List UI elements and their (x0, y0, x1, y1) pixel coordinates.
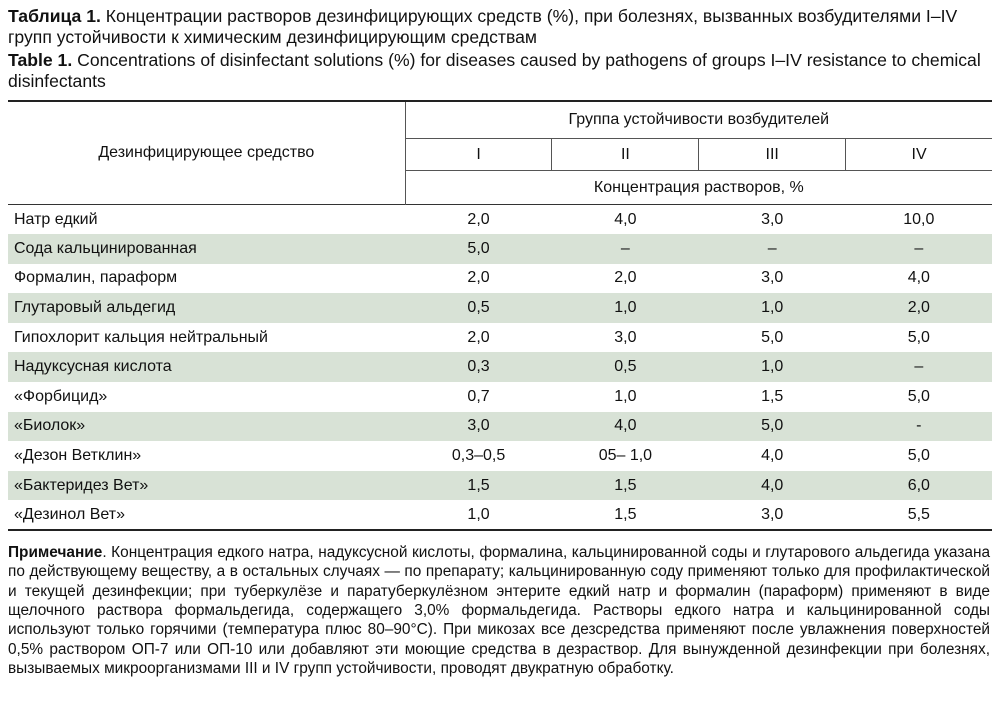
row-name: «Дезон Ветклин» (14, 447, 142, 465)
header-row-group (8, 101, 992, 139)
cell-value: 1,0 (614, 299, 637, 317)
cell-value: - (916, 417, 922, 435)
cell-value: 0,5 (467, 299, 490, 317)
row-name: «Бактеридез Вет» (14, 476, 149, 494)
cell-value: 6,0 (907, 476, 930, 494)
cell-value: 3,0 (467, 417, 490, 435)
table-row (8, 500, 992, 530)
note-text: . Концентрация едкого натра, надуксусной кислоты, формалина, кальцинированной соды и глутарового альдегида указана по действующему веществу, а в остальных случаях — по препарату; кальцинированную соду применяют только для профилактической и текущей дезинфекции; при туберкулёзе и паратуберкулёзном энтерите едкий натр и формалин (параформ) применяют в виде щелочного раствора формальдегида, содержащего 3,0% формальдегида. Растворы едкого натра и кальцинированной соды используют только горячими (температура плюс 80–90°С). При микозах все дезсредства применяют после увлажнения поверхностей 0,5% раствором ОП-7 или ОП-10 или добавляют эти моющие средства в дезраствор. Для вынужденной дезинфекции при болезнях, вызываемых микроорганизмами III и IV групп устойчивости, проводят двукратную обработку. (8, 544, 990, 677)
cell-value: 5,0 (907, 447, 930, 465)
table-row (8, 323, 992, 353)
header-concentration: Концентрация растворов, % (593, 178, 804, 196)
table-row (8, 471, 992, 501)
table-note (8, 543, 990, 678)
cell-value: 10,0 (903, 210, 935, 228)
cell-value: 1,5 (614, 476, 637, 494)
disinfectant-table (8, 100, 992, 531)
cell-value: 4,0 (614, 417, 637, 435)
table-row (8, 205, 992, 235)
table-body (8, 205, 992, 531)
cell-value: 05– 1,0 (598, 447, 653, 465)
cell-value: 0,5 (614, 358, 637, 376)
row-name: Гипохлорит кальция нейтральный (14, 328, 268, 346)
table-row (8, 352, 992, 382)
table-caption-ru (8, 6, 990, 48)
header-group-iii: III (699, 139, 846, 171)
cell-value: 3,0 (761, 210, 784, 228)
caption-en-label: Table 1. (8, 50, 73, 70)
cell-value: 2,0 (467, 328, 490, 346)
cell-value: 1,0 (614, 387, 637, 405)
row-name: «Биолок» (14, 417, 86, 435)
cell-value: 3,0 (761, 269, 784, 287)
cell-value: 2,0 (614, 269, 637, 287)
cell-value: 2,0 (467, 210, 490, 228)
cell-value: – (767, 239, 777, 257)
cell-value: 0,3 (467, 358, 490, 376)
cell-value: 5,5 (907, 505, 930, 523)
cell-value: 1,5 (761, 387, 784, 405)
cell-value: – (914, 358, 924, 376)
cell-value: 1,0 (467, 505, 490, 523)
cell-value: 1,0 (761, 299, 784, 317)
row-name: Глутаровый альдегид (14, 299, 176, 317)
cell-value: 5,0 (761, 417, 784, 435)
caption-en-text: Concentrations of disinfectant solutions (%) for diseases caused by pathogens of groups I–IV resistance to chemical disinfectants (8, 50, 981, 91)
header-disinfectant: Дезинфицирующее средство (8, 101, 405, 205)
header-resistance-group: Группа устойчивости возбудителей (405, 101, 992, 139)
row-name: «Дезинол Вет» (14, 505, 125, 523)
cell-value: 5,0 (907, 328, 930, 346)
row-name: Сода кальцинированная (14, 239, 197, 257)
row-name: Надуксусная кислота (14, 358, 172, 376)
cell-value: 1,0 (761, 358, 784, 376)
note-label: Примечание (8, 544, 103, 562)
row-name: Формалин, параформ (14, 269, 178, 287)
row-name: «Форбицид» (14, 387, 108, 405)
caption-ru-label: Таблица 1. (8, 6, 101, 26)
header-group-ii: II (552, 139, 699, 171)
cell-value: 5,0 (467, 239, 490, 257)
cell-value: 2,0 (467, 269, 490, 287)
cell-value: 1,5 (467, 476, 490, 494)
table-row (8, 293, 992, 323)
cell-value: 0,3–0,5 (451, 447, 506, 465)
cell-value: 2,0 (907, 299, 930, 317)
table-row (8, 441, 992, 471)
cell-value: 5,0 (907, 387, 930, 405)
cell-value: 3,0 (614, 328, 637, 346)
cell-value: 4,0 (761, 447, 784, 465)
row-name: Натр едкий (14, 210, 98, 228)
table-row (8, 234, 992, 264)
cell-value: – (914, 239, 924, 257)
cell-value: 1,5 (614, 505, 637, 523)
cell-value: 3,0 (761, 505, 784, 523)
cell-value: 4,0 (907, 269, 930, 287)
header-group-iv: IV (846, 139, 992, 171)
caption-ru-text: Концентрации растворов дезинфицирующих средств (%), при болезнях, вызванных возбудителями I–IV групп устойчивости к химическим дезинфицирующим средствам (8, 6, 958, 47)
cell-value: 4,0 (614, 210, 637, 228)
cell-value: 4,0 (761, 476, 784, 494)
table-caption-en (8, 50, 990, 92)
cell-value: – (620, 239, 630, 257)
cell-value: 0,7 (467, 387, 490, 405)
table-row (8, 412, 992, 442)
table-row (8, 382, 992, 412)
header-group-i: I (405, 139, 552, 171)
cell-value: 5,0 (761, 328, 784, 346)
table-row (8, 264, 992, 294)
